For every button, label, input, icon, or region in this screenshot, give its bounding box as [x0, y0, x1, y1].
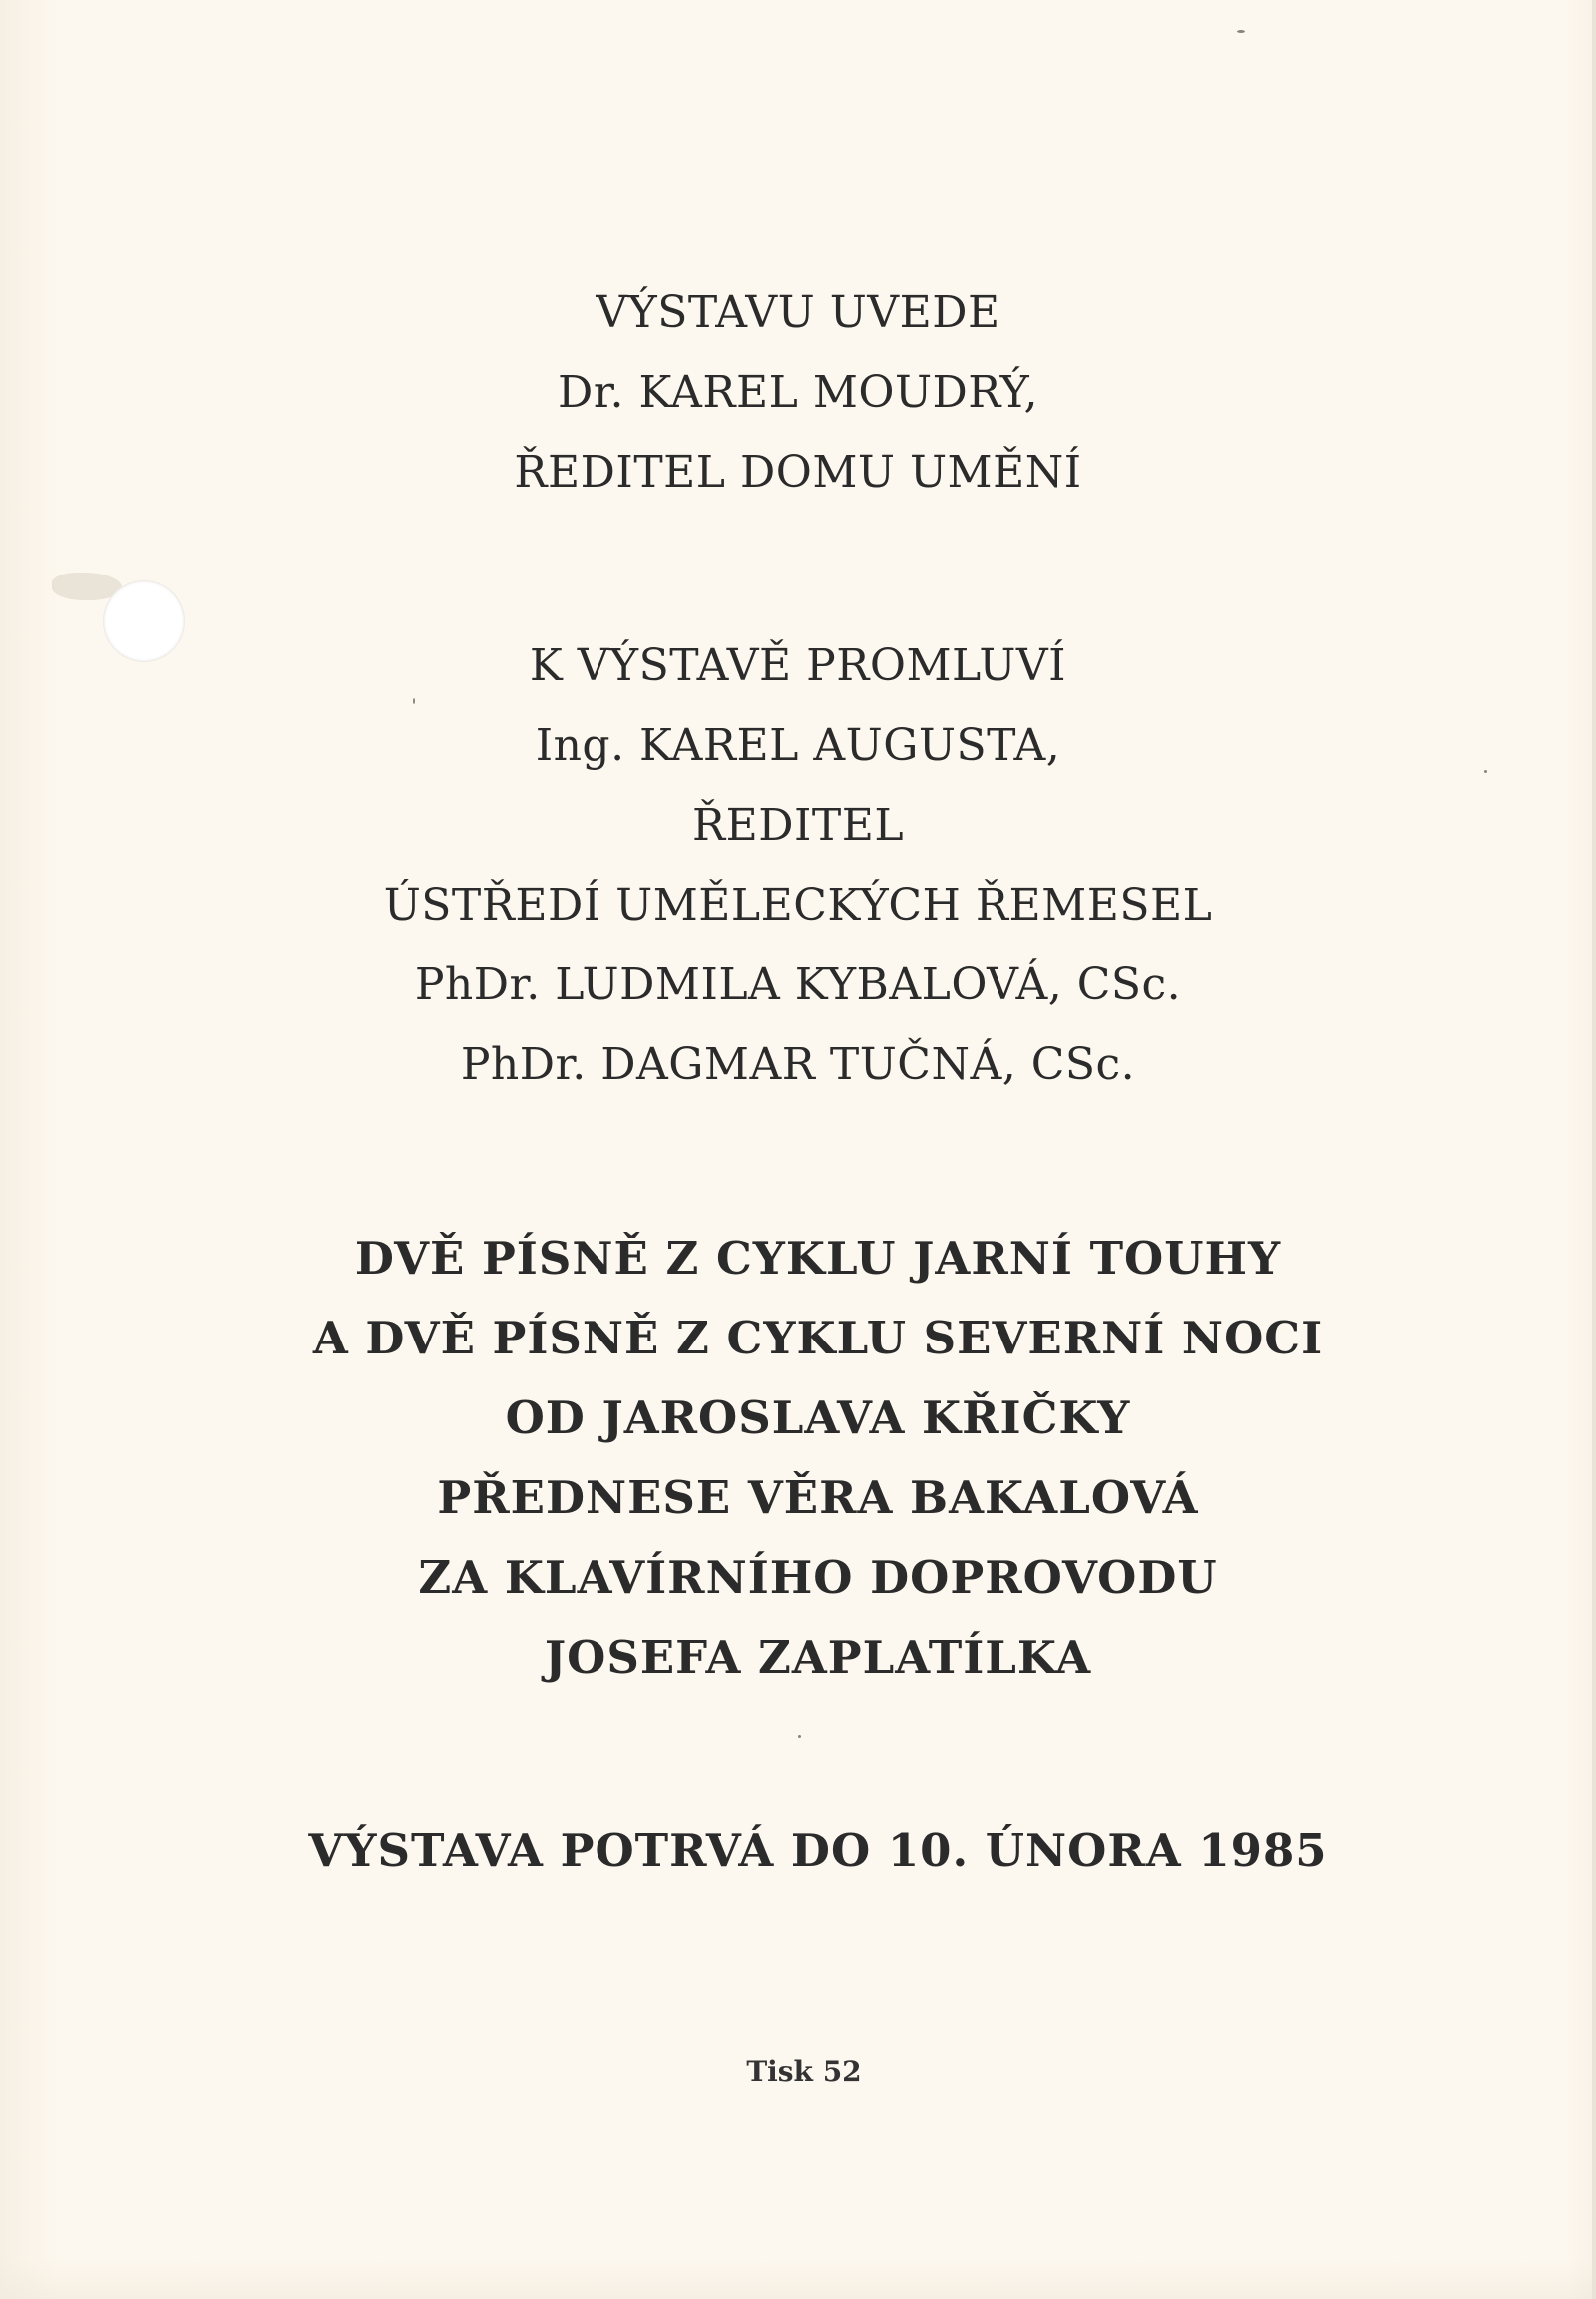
paper-speck	[1237, 30, 1245, 33]
speakers-line: ÚSTŘEDÍ UMĚLECKÝCH ŘEMESEL	[383, 880, 1213, 931]
speakers-line: ŘEDITEL	[691, 800, 905, 851]
music-line: DVĚ PÍSNĚ Z CYKLU JARNÍ TOUHY	[354, 1232, 1282, 1285]
music-line: A DVĚ PÍSNĚ Z CYKLU SEVERNÍ NOCI	[312, 1312, 1324, 1364]
duration-section	[20, 1811, 1596, 1891]
music-line: OD JAROSLAVA KŘIČKY	[505, 1391, 1131, 1444]
opening-line: ŘEDITEL DOMU UMĚNÍ	[514, 447, 1082, 498]
music-section	[20, 1219, 1596, 1698]
speakers-section	[0, 626, 1596, 1105]
music-line: JOSEFA ZAPLATÍLKA	[544, 1631, 1092, 1684]
music-line: PŘEDNESE VĚRA BAKALOVÁ	[437, 1471, 1199, 1524]
speakers-line: PhDr. DAGMAR TUČNÁ, CSc.	[460, 1039, 1136, 1090]
opening-section	[0, 273, 1596, 513]
duration-text: VÝSTAVA POTRVÁ DO 10. ÚNORA 1985	[308, 1824, 1328, 1877]
paper-speck	[798, 1735, 801, 1738]
print-mark: Tisk 52	[746, 2055, 862, 2088]
opening-line: Dr. KAREL MOUDRÝ,	[558, 367, 1038, 418]
speakers-line: Ing. KAREL AUGUSTA,	[535, 720, 1061, 771]
opening-line: VÝSTAVU UVEDE	[596, 287, 1000, 338]
speakers-line: PhDr. LUDMILA KYBALOVÁ, CSc.	[414, 959, 1182, 1010]
music-line: ZA KLAVÍRNÍHO DOPROVODU	[418, 1551, 1218, 1604]
speakers-line: K VÝSTAVĚ PROMLUVÍ	[529, 640, 1067, 691]
